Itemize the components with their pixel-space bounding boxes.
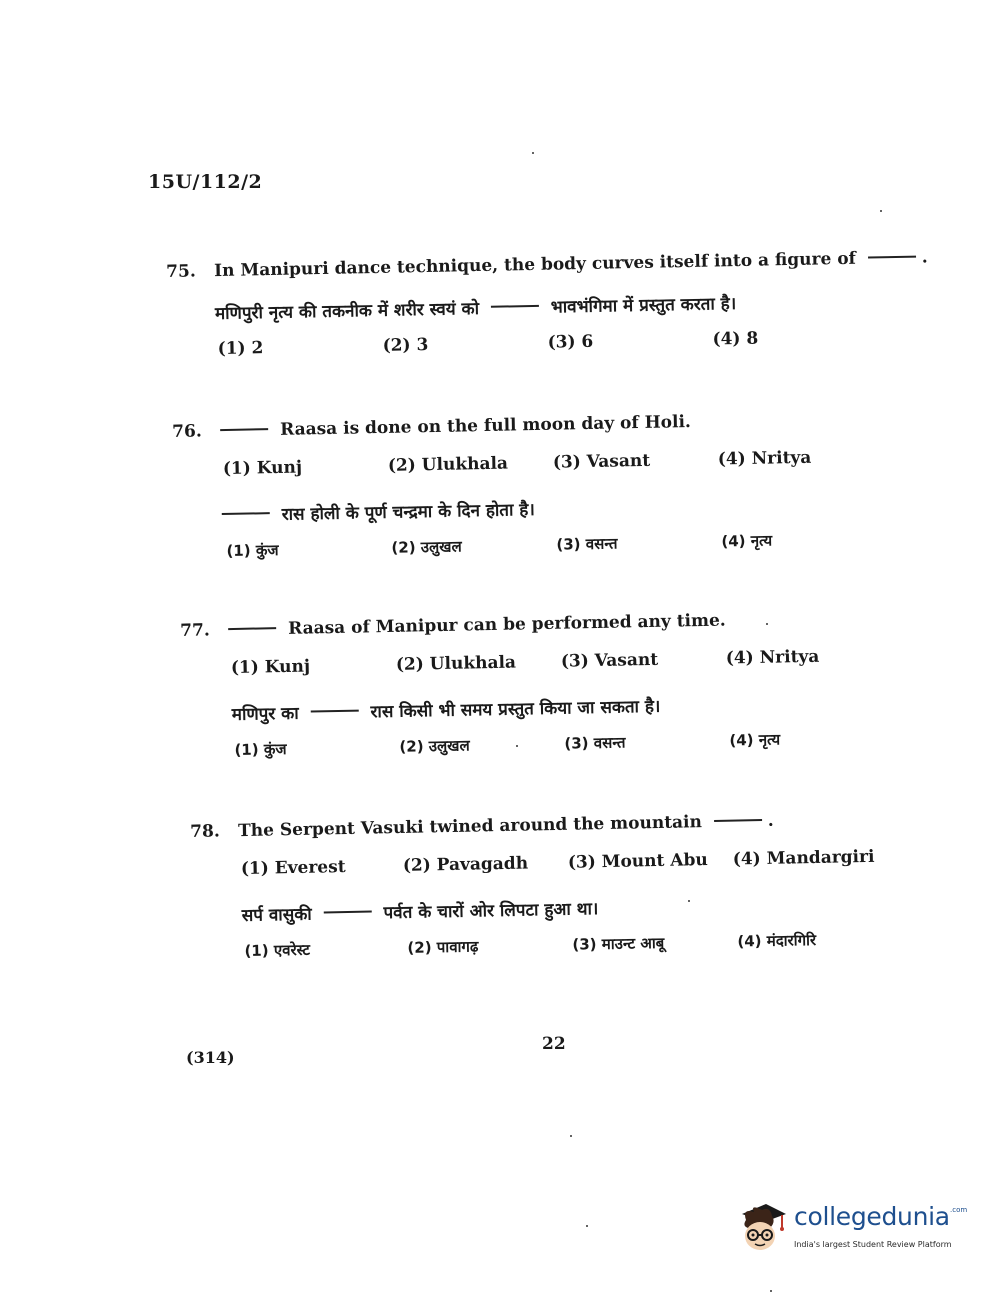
- scan-speck: [688, 900, 690, 902]
- option-4: (4) Nritya: [725, 646, 820, 669]
- option-2: (2) Pavagadh: [402, 853, 529, 876]
- option-2: (2) उलुखल: [391, 537, 462, 557]
- option-4: (4) 8: [712, 328, 759, 350]
- question-text-en: Raasa of Manipur can be performed any time.: [228, 611, 726, 641]
- question-number: 77.: [180, 620, 210, 641]
- answer-blank: [220, 428, 268, 431]
- scan-speck: [770, 1290, 772, 1292]
- question-78: [190, 808, 913, 978]
- question-number: 75.: [166, 261, 196, 282]
- option-2: (2) पावागढ़: [407, 937, 479, 957]
- question-text-en: Raasa is done on the full moon day of Holi.: [220, 412, 691, 441]
- option-1: (1) Everest: [240, 857, 346, 880]
- option-3: (3) Vasant: [560, 649, 659, 672]
- option-1: (1) Kunj: [230, 656, 311, 679]
- option-3: (3) वसन्त: [556, 534, 618, 554]
- question-text-hi: मणिपुरी नृत्य की तकनीक में शरीर स्वयं को भावभंगिमा में प्रस्तुत करता है।: [214, 294, 737, 325]
- scan-speck: [532, 152, 534, 154]
- question-76: [172, 408, 895, 578]
- option-1: (1) कुंज: [234, 739, 287, 759]
- option-3: (3) Vasant: [552, 450, 651, 473]
- question-text-hi: रास होली के पूर्ण चन्द्रमा के दिन होता है।: [222, 497, 535, 526]
- question-number: 76.: [172, 421, 202, 442]
- option-4: (4) नृत्य: [721, 531, 773, 551]
- footer-code: (314): [186, 1048, 235, 1067]
- answer-blank: [868, 255, 916, 258]
- student-cap-mascot-icon: [736, 1200, 786, 1254]
- paper-code: 15U/112/2: [148, 171, 263, 193]
- option-2: (2) 3: [382, 334, 429, 356]
- option-3: (3) माउन्ट आबू: [572, 933, 665, 954]
- scan-speck: [570, 1135, 572, 1137]
- option-4: (4) Mandargiri: [732, 846, 875, 870]
- brand-tagline: India's largest Student Review Platform: [794, 1240, 952, 1249]
- page-number: 22: [542, 1034, 566, 1054]
- answer-blank: [324, 911, 372, 914]
- scan-speck: [766, 623, 768, 625]
- option-1: (1) 2: [217, 338, 264, 360]
- question-75: [166, 247, 928, 376]
- option-3: (3) वसन्त: [564, 733, 626, 753]
- answer-blank: [491, 305, 539, 308]
- answer-blank: [228, 627, 276, 630]
- option-4: (4) नृत्य: [729, 730, 781, 750]
- option-1: (1) एवरेस्ट: [244, 940, 311, 960]
- answer-blank: [714, 819, 762, 822]
- option-1: (1) कुंज: [226, 540, 279, 560]
- brand-name: collegedunia: [794, 1202, 950, 1231]
- answer-blank: [311, 710, 359, 713]
- answer-blank: [222, 512, 270, 515]
- question-text-en: In Manipuri dance technique, the body curves itself into a figure of .: [213, 247, 928, 282]
- question-text-hi: मणिपुर का रास किसी भी समय प्रस्तुत किया जा सकता है।: [231, 696, 661, 726]
- option-3: (3) 6: [547, 331, 594, 353]
- option-3: (3) Mount Abu: [567, 850, 708, 873]
- question-77: [180, 607, 903, 777]
- scan-speck: [586, 1225, 588, 1227]
- option-2: (2) Ulukhala: [387, 453, 509, 476]
- question-number: 78.: [190, 821, 220, 842]
- scan-speck: [516, 745, 518, 747]
- brand-suffix: .com: [950, 1206, 968, 1214]
- option-4: (4) मंदारगिरि: [737, 931, 817, 951]
- question-text-hi: सर्प वासुकी पर्वत के चारों ओर लिपटा हुआ था।: [241, 899, 599, 927]
- option-2: (2) उलुखल: [399, 736, 470, 756]
- option-1: (1) Kunj: [222, 457, 303, 480]
- collegedunia-watermark: [736, 1196, 966, 1260]
- question-text-en: The Serpent Vasuki twined around the mountain .: [237, 810, 774, 842]
- scan-speck: [880, 210, 882, 212]
- option-2: (2) Ulukhala: [395, 652, 517, 675]
- option-4: (4) Nritya: [717, 447, 812, 470]
